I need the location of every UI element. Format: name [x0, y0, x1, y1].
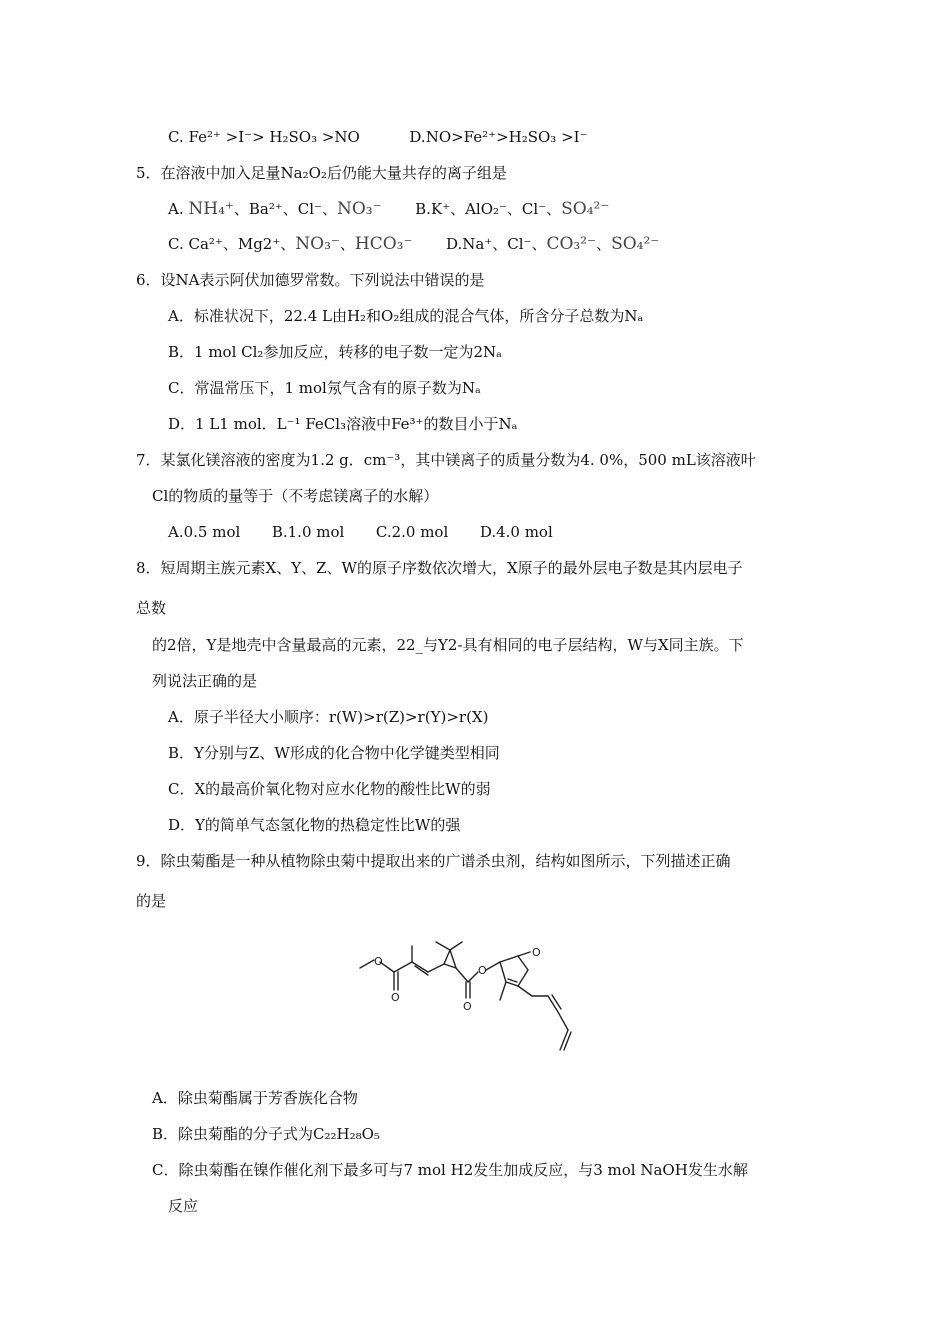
q9-stem-line2: 的是	[136, 892, 167, 910]
q9-option-c-line1: C．除虫菊酯在镍作催化剂下最多可与7 mol H2发生加成反应，与3 mol NaOH发生水解	[152, 1161, 748, 1179]
carbonyl-oxygen-label-2: O	[463, 1000, 472, 1013]
carbonyl-oxygen-label: O	[391, 991, 400, 1004]
q4-option-d: NO>Fe²⁺>H₂SO₃ >I⁻	[425, 128, 588, 146]
q9-option-c-line2: 反应	[168, 1197, 199, 1215]
q5-option-d-label: D.	[446, 235, 463, 253]
q8-stem-line4: 列说法正确的是	[152, 672, 258, 690]
q5-a-ion-nh4: NH₄⁺	[188, 199, 234, 219]
q5-option-c-label: C.	[168, 235, 184, 253]
q5-d-ion-co3: CO₃²⁻	[546, 234, 597, 254]
q6-option-a: A．标准状况下，22.4 L由H₂和O₂组成的混合气体，所含分子总数为Nₐ	[168, 307, 644, 325]
q5-b-ion-so4: SO₄²⁻	[561, 199, 610, 219]
q8-stem-line2: 总数	[136, 599, 167, 617]
q5-option-d: Na⁺、Cl⁻、	[462, 235, 547, 253]
q8-option-c: C．X的最高价氧化物对应水化物的酸性比W的弱	[168, 780, 491, 798]
q5-option-c: Ca²⁺、Mg2⁺、	[188, 235, 296, 253]
q4-option-c-label: C.	[168, 128, 184, 146]
ester-oxygen-label: O	[374, 955, 383, 968]
q8-option-d: D．Y的简单气态氢化物的热稳定性比W的强	[168, 816, 461, 834]
q5-option-b-label: B.	[415, 200, 431, 218]
q7-option-c: C.2.0 mol	[375, 523, 449, 541]
q8-stem-line3: 的2倍，Y是地壳中含量最高的元素，22_与Y2-具有相同的电子层结构，W与X同主族。下	[152, 636, 744, 654]
q4-option-row	[168, 126, 588, 148]
q8-stem-line1: 8．短周期主族元素X、Y、Z、W的原子序数依次增大，X原子的最外层电子数是其内层电子	[136, 559, 743, 577]
q9-option-a: A．除虫菊酯属于芳香族化合物	[152, 1089, 358, 1107]
q5-d-ion-so4: SO₄²⁻	[611, 234, 660, 254]
q5-option-row-ab	[168, 198, 609, 220]
q7-option-d: D.4.0 mol	[479, 523, 553, 541]
q5-stem: 5．在溶液中加入足量Na₂O₂后仍能大量共存的离子组是	[136, 164, 507, 182]
ketone-oxygen-label: O	[532, 946, 541, 959]
q5-option-row-cd	[168, 233, 659, 255]
q7-options	[168, 521, 553, 543]
q4-option-d-label: D.	[409, 128, 426, 146]
q5-a-ion-no3: NO₃⁻	[336, 199, 382, 219]
q7-stem-line1: 7．某氯化镁溶液的密度为1.2 g．cm⁻³，其中镁离子的质量分数为4. 0%，500 mL该溶液叶	[136, 451, 756, 469]
methyl-bond	[360, 960, 374, 968]
q5-a-mid: 、Ba²⁺、Cl⁻、	[233, 200, 337, 218]
cyclopentenone-ring	[500, 956, 518, 962]
q5-option-a-label: A.	[168, 200, 184, 218]
q8-option-a: A．原子半径大小顺序：r(W)>r(Z)>r(Y)>r(X)	[168, 708, 489, 726]
q6-stem: 6．设NA表示阿伏加德罗常数。下列说法中错误的是	[136, 271, 485, 289]
ester-link-oxygen-label: O	[478, 964, 487, 977]
q7-option-b: B.1.0 mol	[271, 523, 345, 541]
q5-d-sep: 、	[596, 235, 612, 253]
q8-option-b: B．Y分别与Z、W形成的化合物中化学键类型相同	[168, 744, 500, 762]
q6-option-c: C．常温常压下，1 mol氖气含有的原子数为Nₐ	[168, 379, 481, 397]
q5-c-ion-hco3: HCO₃⁻	[354, 234, 413, 254]
q6-option-b: B．1 mol Cl₂参加反应，转移的电子数一定为2Nₐ	[168, 343, 502, 361]
q5-c-ion-no3: NO₃⁻	[295, 234, 340, 254]
q9-option-b: B．除虫菊酯的分子式为C₂₂H₂₈O₅	[152, 1125, 380, 1143]
q6-option-d: D．1 L1 mol．L⁻¹ FeCl₃溶液中Fe³⁺的数目小于Nₐ	[168, 415, 518, 433]
q7-option-a: A.0.5 mol	[168, 523, 241, 541]
pyrethrin-structure-diagram	[352, 938, 592, 1058]
q5-option-b: K⁺、AlO₂⁻、Cl⁻、	[430, 200, 562, 218]
q9-stem-line1: 9．除虫菊酯是一种从植物除虫菊中提取出来的广谱杀虫剂，结构如图所示，下列描述正确	[136, 852, 731, 870]
q7-stem-line2: Cl的物质的量等于（不考虑镁离子的水解）	[152, 487, 439, 505]
q5-c-sep: 、	[339, 235, 355, 253]
q4-option-c: Fe²⁺ >I⁻> H₂SO₃ >NO	[188, 128, 360, 146]
